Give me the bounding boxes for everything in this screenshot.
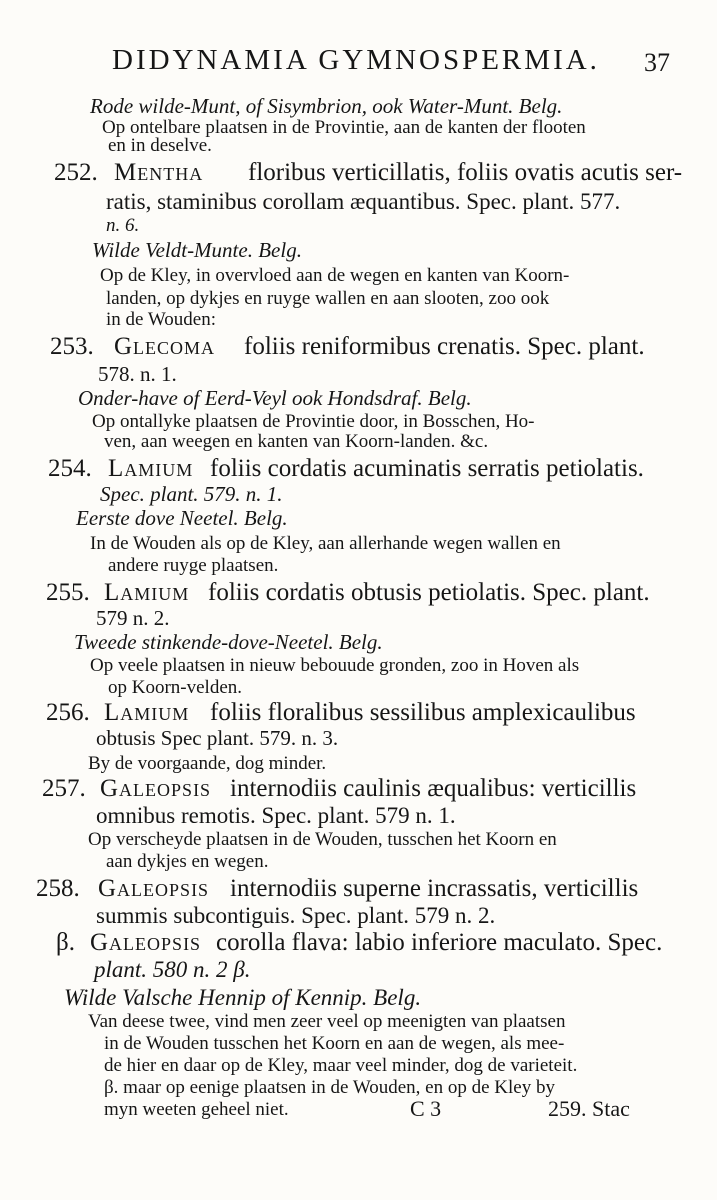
entry-description: internodiis caulinis æqualibus: verticillis bbox=[230, 775, 637, 802]
entry-habitat: myn weeten geheel niet. bbox=[104, 1099, 289, 1120]
entry-genus: Lamium bbox=[104, 579, 190, 606]
page-header bbox=[112, 40, 672, 80]
catchword: 259. Stac bbox=[548, 1096, 630, 1121]
entry-habitat: Op de Kley, in overvloed aan de wegen en kanten van Koorn- bbox=[100, 265, 570, 286]
entry-habitat: β. maar op eenige plaatsen in de Wouden, en op de Kley by bbox=[104, 1077, 555, 1098]
entry-number: 252. bbox=[54, 159, 98, 186]
entry-reference: obtusis Spec plant. 579. n. 3. bbox=[96, 726, 339, 750]
entry-genus: Mentha bbox=[114, 159, 204, 186]
entry-genus: Galeopsis bbox=[98, 875, 210, 902]
entry-habitat: en in deselve. bbox=[108, 135, 212, 156]
entry-reference: 579 n. 2. bbox=[96, 606, 170, 630]
entry-number: 257. bbox=[42, 775, 86, 802]
entry-habitat: landen, op dykjes en ruyge wallen en aan slooten, zoo ook bbox=[106, 288, 550, 309]
entry-number: 258. bbox=[36, 875, 80, 902]
entry-genus: Galeopsis bbox=[100, 775, 212, 802]
entry-common-name: Wilde Valsche Hennip of Kennip. Belg. bbox=[64, 985, 422, 1010]
entry-habitat: ven, aan weegen en kanten van Koorn-landen. &c. bbox=[104, 431, 489, 452]
entry-habitat: Op verscheyde plaatsen in de Wouden, tusschen het Koorn en bbox=[88, 829, 557, 850]
variety-marker: β. bbox=[56, 929, 75, 956]
entry-number: 254. bbox=[48, 455, 92, 482]
entry-reference: Spec. plant. 579. n. 1. bbox=[100, 482, 283, 506]
entry-description: internodiis superne incrassatis, verticillis bbox=[230, 875, 639, 902]
entry-number: 255. bbox=[46, 579, 90, 606]
signature-mark: C 3 bbox=[410, 1096, 442, 1121]
entry-habitat: Op ontelbare plaatsen in de Provintie, aan de kanten der flooten bbox=[102, 117, 586, 138]
entry-description: foliis cordatis obtusis petiolatis. Spec. plant. bbox=[208, 579, 650, 606]
entry-habitat: In de Wouden als op de Kley, aan allerhande wegen wallen en bbox=[90, 533, 561, 554]
entry-habitat: de hier en daar op de Kley, maar veel minder, dog de varieteit. bbox=[104, 1055, 578, 1076]
entry-reference: plant. 580 n. 2 β. bbox=[94, 957, 251, 982]
entry-habitat: aan dykjes en wegen. bbox=[106, 851, 269, 872]
entry-habitat: Op ontallyke plaatsen de Provintie door, in Bosschen, Ho- bbox=[92, 411, 535, 432]
entry-habitat: andere ruyge plaatsen. bbox=[108, 555, 279, 576]
entry-habitat: By de voorgaande, dog minder. bbox=[88, 753, 327, 774]
entry-common-name: Wilde Veldt-Munte. Belg. bbox=[92, 238, 302, 262]
entry-habitat: in de Wouden: bbox=[106, 309, 216, 330]
entry-reference: summis subcontiguis. Spec. plant. 579 n. 2. bbox=[96, 903, 496, 928]
entry-genus: Lamium bbox=[104, 699, 190, 726]
entry-description: foliis cordatis acuminatis serratis petiolatis. bbox=[210, 455, 644, 482]
entry-reference: omnibus remotis. Spec. plant. 579 n. 1. bbox=[96, 803, 456, 828]
page-number: 37 bbox=[644, 48, 670, 77]
entry-common-name: Rode wilde-Munt, of Sisymbrion, ook Water-Munt. Belg. bbox=[90, 94, 563, 118]
entry-common-name: Tweede stinkende-dove-Neetel. Belg. bbox=[74, 630, 383, 654]
entry-description: floribus verticillatis, foliis ovatis acutis ser- bbox=[248, 159, 683, 186]
entry-description: foliis reniformibus crenatis. Spec. plant. bbox=[244, 333, 645, 360]
entry-description: ratis, staminibus corollam æquantibus. Spec. plant. 577. bbox=[106, 189, 621, 214]
entry-habitat: op Koorn-velden. bbox=[108, 677, 243, 698]
entry-number: 253. bbox=[50, 333, 94, 360]
running-title: DIDYNAMIA GYMNOSPERMIA. bbox=[112, 44, 600, 76]
entry-genus: Galeopsis bbox=[90, 929, 202, 956]
entry-common-name: Eerste dove Neetel. Belg. bbox=[76, 506, 288, 530]
entry-reference: 578. n. 1. bbox=[98, 362, 177, 386]
entry-common-name: Onder-have of Eerd-Veyl ook Hondsdraf. Belg. bbox=[78, 386, 472, 410]
entry-number: 256. bbox=[46, 699, 90, 726]
entry-habitat: in de Wouden tusschen het Koorn en aan de wegen, als mee- bbox=[104, 1033, 565, 1054]
entry-description: foliis floralibus sessilibus amplexicaulibus bbox=[210, 699, 636, 726]
entry-genus: Glecoma bbox=[114, 333, 216, 360]
entry-habitat: Op veele plaatsen in nieuw bebouude gronden, zoo in Hoven als bbox=[90, 655, 580, 676]
entry-description: corolla flava: labio inferiore maculato. Spec. bbox=[216, 929, 663, 956]
entry-reference: n. 6. bbox=[106, 215, 140, 236]
entry-genus: Lamium bbox=[108, 455, 194, 482]
entry-habitat: Van deese twee, vind men zeer veel op meenigten van plaatsen bbox=[88, 1011, 566, 1032]
